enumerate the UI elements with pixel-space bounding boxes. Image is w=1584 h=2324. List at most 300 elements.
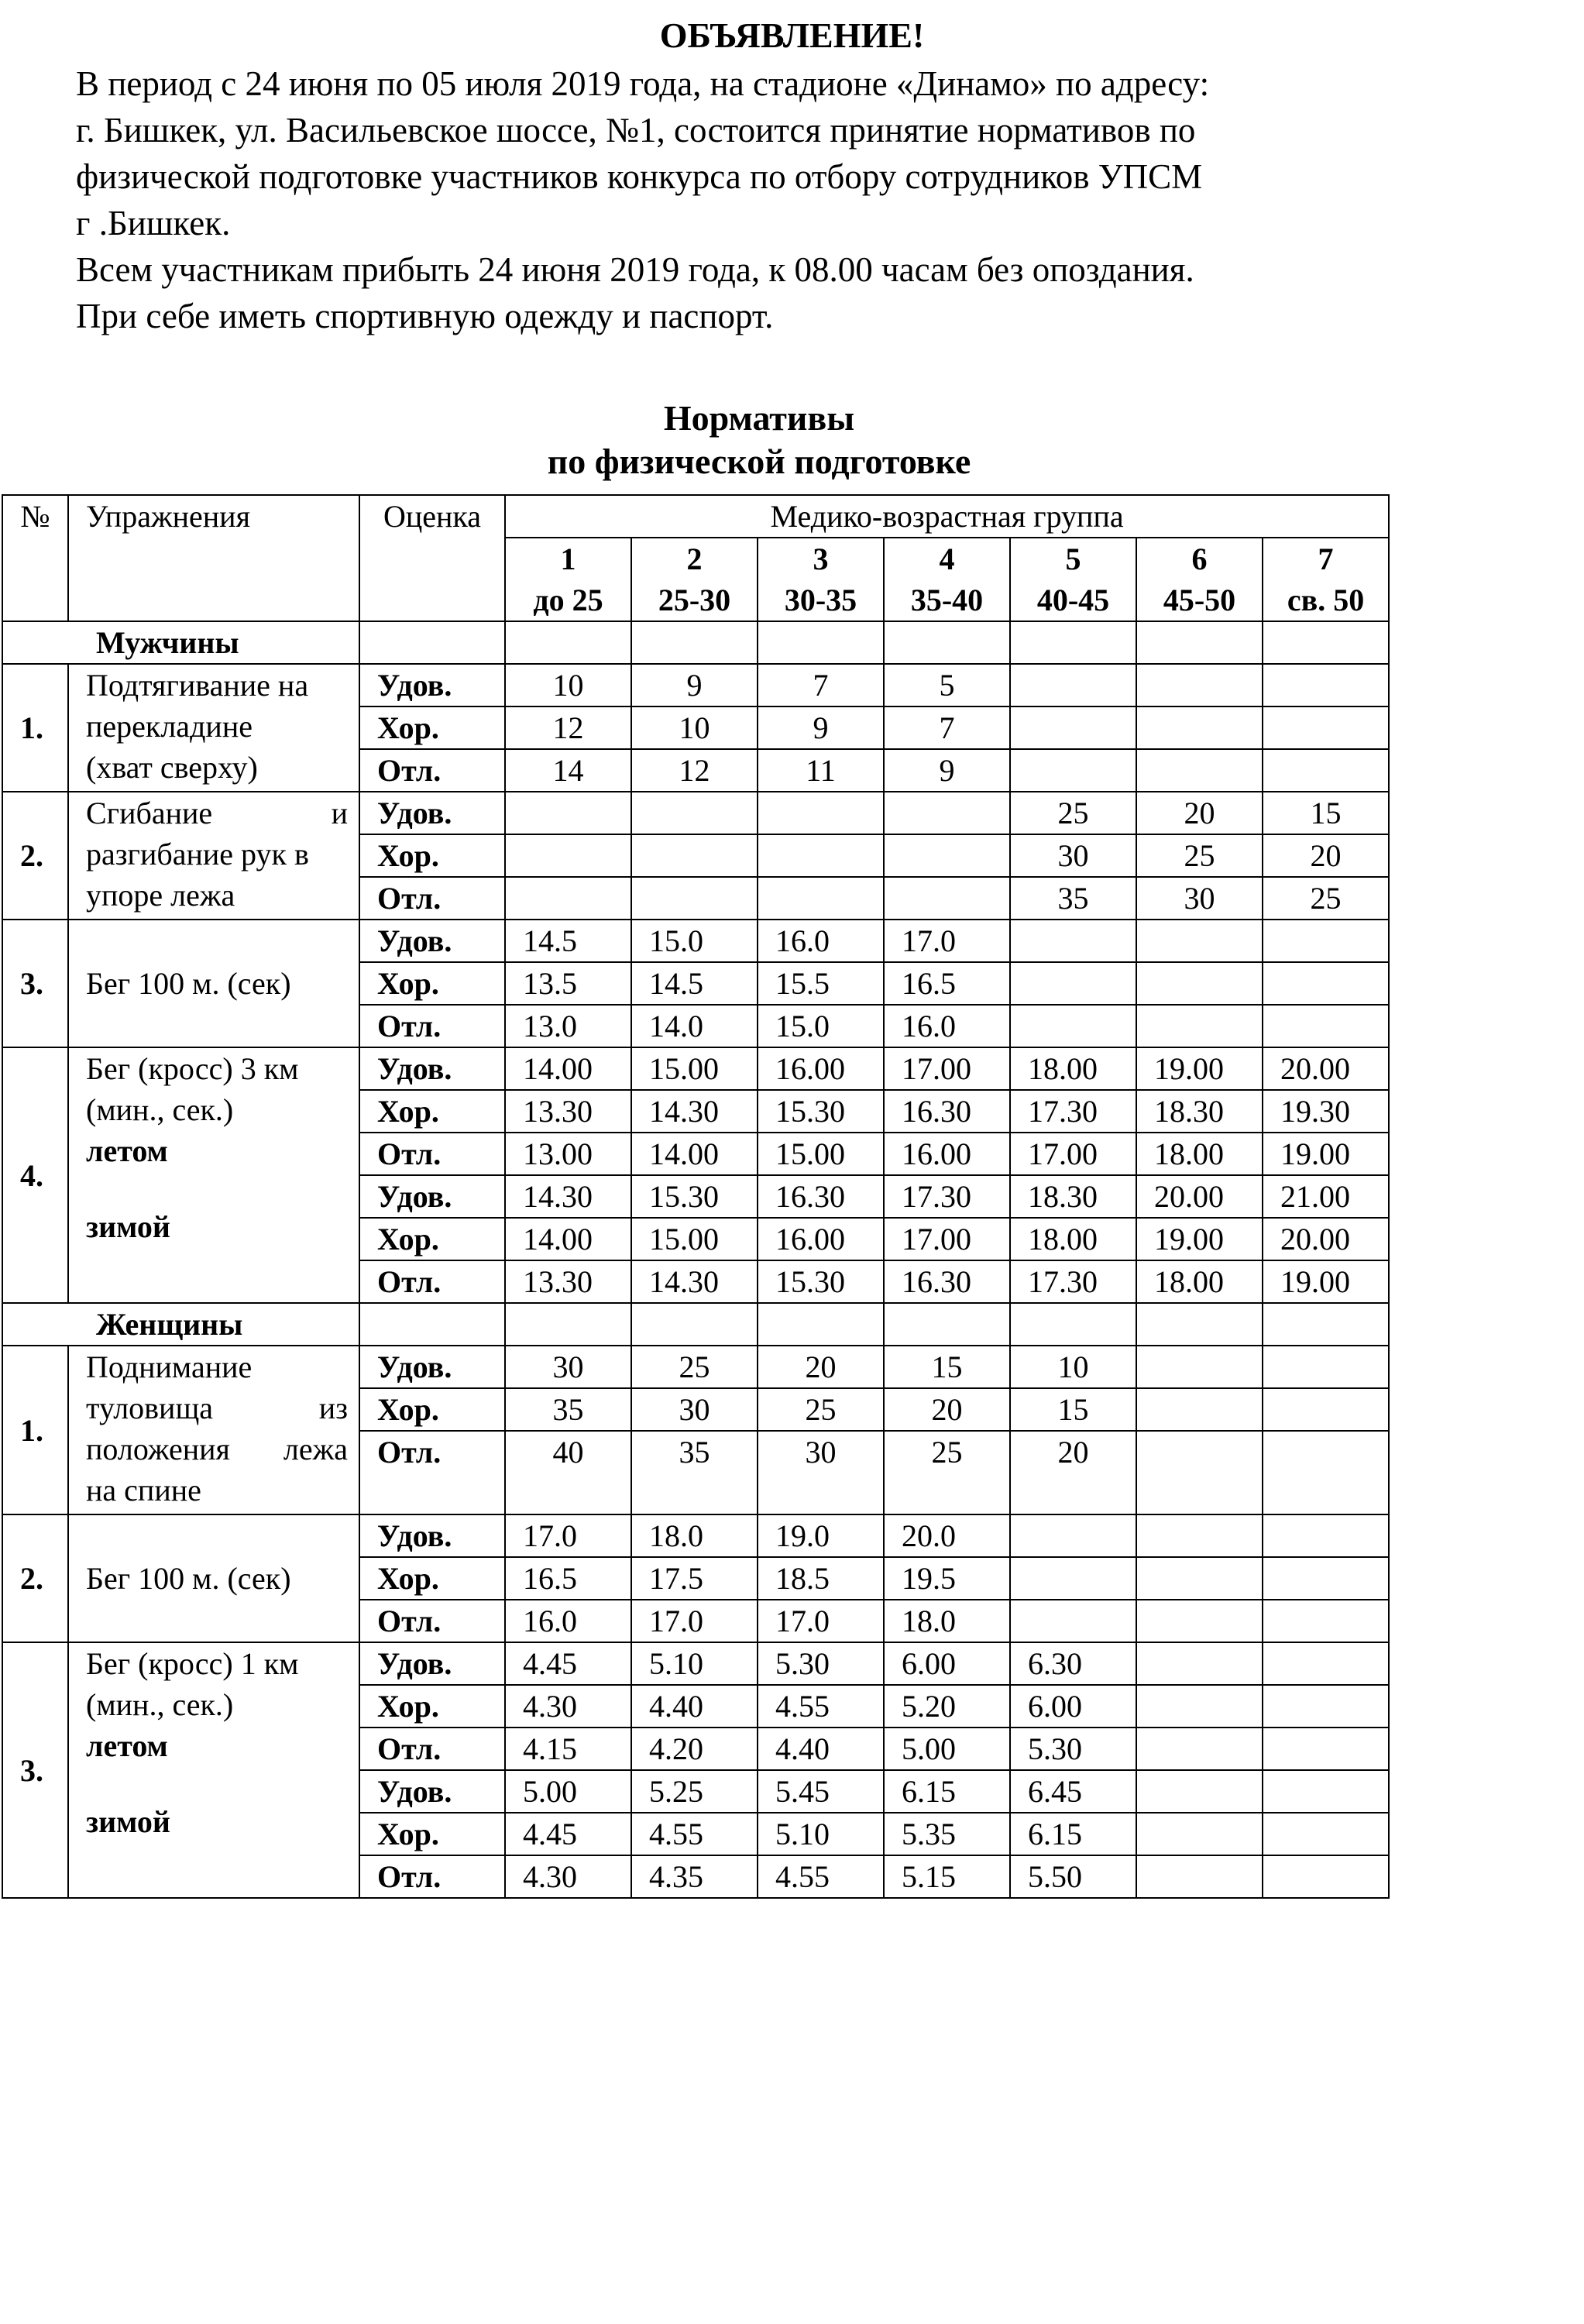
- exercise-line: туловища из: [86, 1391, 348, 1425]
- value-cell: [884, 877, 1010, 920]
- value-cell: 15.30: [758, 1260, 884, 1303]
- value-cell: 4.55: [631, 1813, 758, 1855]
- value-cell: 35: [505, 1388, 631, 1431]
- value-cell: [505, 877, 631, 920]
- value-cell: [1136, 1557, 1263, 1600]
- exercise-cell: [68, 1047, 359, 1175]
- value-cell: [1136, 664, 1263, 706]
- value-cell: 30: [631, 1388, 758, 1431]
- value-cell: 14.00: [505, 1218, 631, 1260]
- exercise-line: (мин., сек.): [86, 1687, 234, 1722]
- value-cell: 11: [758, 749, 884, 792]
- announcement-line: г .Бишкек.: [76, 204, 231, 242]
- value-cell: [1010, 1005, 1136, 1047]
- value-cell: 17.30: [1010, 1260, 1136, 1303]
- value-cell: [1263, 1600, 1389, 1642]
- value-cell: [1136, 1600, 1263, 1642]
- value-cell: 4.45: [505, 1642, 631, 1685]
- value-cell: 17.0: [631, 1600, 758, 1642]
- value-cell: 19.30: [1263, 1090, 1389, 1133]
- value-cell: 35: [1010, 877, 1136, 920]
- value-cell: [1263, 1685, 1389, 1728]
- empty-cell: [758, 1303, 884, 1346]
- value-cell: 6.30: [1010, 1642, 1136, 1685]
- value-cell: [1136, 1346, 1263, 1388]
- value-cell: 14.0: [631, 1005, 758, 1047]
- item-number: 2.: [2, 1514, 68, 1642]
- value-cell: 16.5: [884, 962, 1010, 1005]
- table-row: [2, 1642, 1389, 1685]
- value-cell: [505, 834, 631, 877]
- header-age-group: [1263, 538, 1389, 621]
- value-cell: [1136, 1685, 1263, 1728]
- table-row: [2, 1770, 1389, 1813]
- header-age-group: [1136, 538, 1263, 621]
- item-number: 2.: [2, 792, 68, 920]
- value-cell: 4.20: [631, 1728, 758, 1770]
- value-cell: 30: [1136, 877, 1263, 920]
- value-cell: 5.30: [758, 1642, 884, 1685]
- value-cell: [758, 792, 884, 834]
- value-cell: 18.00: [1136, 1133, 1263, 1175]
- value-cell: [1010, 1600, 1136, 1642]
- grade-cell: Хор.: [359, 1557, 505, 1600]
- value-cell: [631, 834, 758, 877]
- grade-cell: Хор.: [359, 1813, 505, 1855]
- value-cell: 16.00: [758, 1218, 884, 1260]
- announcement-line: г. Бишкек, ул. Васильевское шоссе, №1, состоится принятие нормативов по: [76, 111, 1196, 150]
- value-cell: [1010, 664, 1136, 706]
- table-row: [2, 792, 1389, 834]
- value-cell: 16.30: [884, 1260, 1010, 1303]
- value-cell: 15.0: [631, 920, 758, 962]
- value-cell: [1263, 1388, 1389, 1431]
- empty-cell: [631, 1303, 758, 1346]
- value-cell: 17.30: [884, 1175, 1010, 1218]
- table-row: [2, 1346, 1389, 1388]
- value-cell: 20: [884, 1388, 1010, 1431]
- value-cell: [1136, 1728, 1263, 1770]
- value-cell: [1136, 1770, 1263, 1813]
- value-cell: 17.5: [631, 1557, 758, 1600]
- empty-cell: [884, 1303, 1010, 1346]
- empty-cell: [758, 621, 884, 664]
- age-group-number: 4: [939, 541, 955, 576]
- value-cell: [1010, 962, 1136, 1005]
- value-cell: [505, 792, 631, 834]
- empty-cell: [1263, 1303, 1389, 1346]
- header-row: [2, 495, 1389, 538]
- value-cell: 15: [1263, 792, 1389, 834]
- value-cell: [884, 834, 1010, 877]
- exercise-cell: [68, 792, 359, 920]
- value-cell: 15.30: [631, 1175, 758, 1218]
- value-cell: [1263, 664, 1389, 706]
- value-cell: [1010, 920, 1136, 962]
- exercise-line: Подтягивание на: [86, 668, 309, 703]
- empty-cell: [1010, 1303, 1136, 1346]
- grade-cell: Удов.: [359, 1770, 505, 1813]
- value-cell: [1136, 1813, 1263, 1855]
- value-cell: 18.5: [758, 1557, 884, 1600]
- value-cell: 14: [505, 749, 631, 792]
- value-cell: 14.30: [631, 1260, 758, 1303]
- value-cell: 15.00: [758, 1133, 884, 1175]
- item-number: 4.: [2, 1047, 68, 1303]
- norms-table: [2, 494, 1390, 1899]
- exercise-line: Бег (кросс) 1 км: [86, 1646, 299, 1681]
- value-cell: 19.0: [758, 1514, 884, 1557]
- age-group-range: 45-50: [1163, 583, 1236, 617]
- grade-cell: Хор.: [359, 1685, 505, 1728]
- grade-cell: Отл.: [359, 1133, 505, 1175]
- value-cell: 20: [1136, 792, 1263, 834]
- exercise-cell: [68, 1770, 359, 1898]
- value-cell: [1136, 1855, 1263, 1898]
- header-group: Медико-возрастная группа: [505, 495, 1389, 538]
- grade-cell: Хор.: [359, 1090, 505, 1133]
- value-cell: [1263, 1770, 1389, 1813]
- value-cell: 6.45: [1010, 1770, 1136, 1813]
- value-cell: 16.5: [505, 1557, 631, 1600]
- grade-cell: Отл.: [359, 1005, 505, 1047]
- value-cell: 13.30: [505, 1260, 631, 1303]
- age-group-range: до 25: [533, 583, 603, 617]
- value-cell: [1010, 749, 1136, 792]
- value-cell: 4.30: [505, 1855, 631, 1898]
- value-cell: 4.55: [758, 1855, 884, 1898]
- header-age-group: [884, 538, 1010, 621]
- value-cell: 4.35: [631, 1855, 758, 1898]
- value-cell: 20: [1010, 1431, 1136, 1514]
- value-cell: 17.0: [884, 920, 1010, 962]
- norms-title: [0, 397, 1518, 483]
- value-cell: 17.00: [884, 1047, 1010, 1090]
- value-cell: [758, 834, 884, 877]
- value-cell: 13.5: [505, 962, 631, 1005]
- exercise-line: Бег 100 м. (сек): [86, 1561, 291, 1596]
- announcement-line: физической подготовке участников конкурса по отбору сотрудников УПСМ: [76, 157, 1203, 196]
- exercise-line: Бег 100 м. (сек): [86, 966, 291, 1001]
- grade-cell: Удов.: [359, 1346, 505, 1388]
- empty-cell: [359, 621, 505, 664]
- value-cell: [1263, 706, 1389, 749]
- grade-cell: Отл.: [359, 1600, 505, 1642]
- value-cell: 5.00: [884, 1728, 1010, 1770]
- grade-cell: Хор.: [359, 1218, 505, 1260]
- announcement-line: При себе иметь спортивную одежду и паспорт.: [76, 297, 774, 335]
- age-group-number: 1: [560, 541, 576, 576]
- grade-cell: Удов.: [359, 792, 505, 834]
- empty-cell: [631, 621, 758, 664]
- exercise-line: (мин., сек.): [86, 1092, 234, 1127]
- grade-cell: Отл.: [359, 1431, 505, 1514]
- value-cell: [1263, 1005, 1389, 1047]
- exercise-cell: [68, 920, 359, 1047]
- value-cell: 13.30: [505, 1090, 631, 1133]
- value-cell: 5.10: [758, 1813, 884, 1855]
- value-cell: [1263, 749, 1389, 792]
- item-number: 3.: [2, 920, 68, 1047]
- empty-cell: [505, 1303, 631, 1346]
- table-row: [2, 1175, 1389, 1218]
- value-cell: 15.00: [631, 1218, 758, 1260]
- value-cell: 18.30: [1010, 1175, 1136, 1218]
- item-number: 1.: [2, 1346, 68, 1514]
- value-cell: [1263, 1431, 1389, 1514]
- value-cell: 5.15: [884, 1855, 1010, 1898]
- header-age-group: [631, 538, 758, 621]
- empty-cell: [1136, 1303, 1263, 1346]
- value-cell: 13.0: [505, 1005, 631, 1047]
- empty-cell: [884, 621, 1010, 664]
- value-cell: [1136, 706, 1263, 749]
- value-cell: 20.00: [1263, 1218, 1389, 1260]
- value-cell: 20: [758, 1346, 884, 1388]
- value-cell: 12: [631, 749, 758, 792]
- exercise-line: положения лежа: [86, 1432, 348, 1466]
- value-cell: 16.0: [884, 1005, 1010, 1047]
- value-cell: [1010, 1514, 1136, 1557]
- value-cell: 19.00: [1136, 1218, 1263, 1260]
- section-title: Мужчины: [2, 621, 359, 664]
- season-label: зимой: [86, 1804, 170, 1839]
- grade-cell: Удов.: [359, 1642, 505, 1685]
- norms-title-line: по физической подготовке: [547, 442, 971, 481]
- value-cell: 16.30: [884, 1090, 1010, 1133]
- age-group-range: 30-35: [784, 583, 857, 617]
- age-group-range: 40-45: [1036, 583, 1110, 617]
- value-cell: 5.50: [1010, 1855, 1136, 1898]
- value-cell: [1010, 706, 1136, 749]
- value-cell: 25: [1010, 792, 1136, 834]
- grade-cell: Отл.: [359, 1855, 505, 1898]
- value-cell: 15.5: [758, 962, 884, 1005]
- empty-cell: [1010, 621, 1136, 664]
- age-group-number: 2: [686, 541, 703, 576]
- empty-cell: [505, 621, 631, 664]
- value-cell: [1263, 962, 1389, 1005]
- value-cell: 16.0: [758, 920, 884, 962]
- season-label: летом: [86, 1728, 168, 1763]
- value-cell: 30: [1010, 834, 1136, 877]
- empty-cell: [1136, 621, 1263, 664]
- value-cell: 25: [1263, 877, 1389, 920]
- value-cell: 20.00: [1136, 1175, 1263, 1218]
- value-cell: 21.00: [1263, 1175, 1389, 1218]
- age-group-number: 5: [1065, 541, 1081, 576]
- value-cell: 6.15: [884, 1770, 1010, 1813]
- grade-cell: Удов.: [359, 1047, 505, 1090]
- table-row: [2, 1047, 1389, 1090]
- value-cell: 16.0: [505, 1600, 631, 1642]
- item-number: 1.: [2, 664, 68, 792]
- exercise-cell: [68, 1346, 359, 1514]
- value-cell: [1136, 962, 1263, 1005]
- value-cell: 5.30: [1010, 1728, 1136, 1770]
- value-cell: [1136, 1514, 1263, 1557]
- age-group-range: св. 50: [1287, 583, 1365, 617]
- value-cell: 5.00: [505, 1770, 631, 1813]
- value-cell: 19.00: [1136, 1047, 1263, 1090]
- value-cell: 14.30: [505, 1175, 631, 1218]
- value-cell: 14.00: [505, 1047, 631, 1090]
- value-cell: [1263, 1728, 1389, 1770]
- value-cell: 6.00: [884, 1642, 1010, 1685]
- value-cell: 15.0: [758, 1005, 884, 1047]
- value-cell: 10: [1010, 1346, 1136, 1388]
- exercise-line: Бег (кросс) 3 км: [86, 1051, 299, 1086]
- exercise-line: Сгибание и: [86, 796, 348, 830]
- exercise-line: перекладине: [86, 709, 253, 744]
- value-cell: 7: [758, 664, 884, 706]
- value-cell: [1136, 1642, 1263, 1685]
- value-cell: 9: [758, 706, 884, 749]
- value-cell: [758, 877, 884, 920]
- value-cell: 25: [1136, 834, 1263, 877]
- announcement-title: ОБЪЯВЛЕНИЕ!: [659, 15, 925, 55]
- value-cell: [1263, 1642, 1389, 1685]
- value-cell: 5.20: [884, 1685, 1010, 1728]
- grade-cell: Отл.: [359, 877, 505, 920]
- value-cell: [1263, 1855, 1389, 1898]
- value-cell: 14.00: [631, 1133, 758, 1175]
- value-cell: [1136, 1388, 1263, 1431]
- value-cell: 15: [884, 1346, 1010, 1388]
- exercise-cell: [68, 1642, 359, 1770]
- value-cell: 30: [758, 1431, 884, 1514]
- value-cell: 15: [1010, 1388, 1136, 1431]
- value-cell: [1263, 920, 1389, 962]
- value-cell: 4.40: [758, 1728, 884, 1770]
- value-cell: 16.00: [884, 1133, 1010, 1175]
- value-cell: 15.00: [631, 1047, 758, 1090]
- value-cell: 17.0: [505, 1514, 631, 1557]
- value-cell: 30: [505, 1346, 631, 1388]
- value-cell: 18.00: [1136, 1260, 1263, 1303]
- header-exercise: Упражнения: [68, 495, 359, 621]
- value-cell: 19.5: [884, 1557, 1010, 1600]
- announcement-line: Всем участникам прибыть 24 июня 2019 года, к 08.00 часам без опоздания.: [76, 250, 1194, 289]
- value-cell: 4.40: [631, 1685, 758, 1728]
- value-cell: 15.30: [758, 1090, 884, 1133]
- value-cell: [1136, 1431, 1263, 1514]
- exercise-cell: [68, 664, 359, 792]
- value-cell: 19.00: [1263, 1260, 1389, 1303]
- announcement-body: [76, 60, 1517, 339]
- value-cell: [884, 792, 1010, 834]
- value-cell: [1136, 1005, 1263, 1047]
- grade-cell: Удов.: [359, 664, 505, 706]
- value-cell: 9: [884, 749, 1010, 792]
- grade-cell: Хор.: [359, 1388, 505, 1431]
- value-cell: 5.10: [631, 1642, 758, 1685]
- value-cell: 16.30: [758, 1175, 884, 1218]
- value-cell: 17.00: [884, 1218, 1010, 1260]
- value-cell: 4.55: [758, 1685, 884, 1728]
- header-age-group: [758, 538, 884, 621]
- value-cell: 20: [1263, 834, 1389, 877]
- item-number: 3.: [2, 1642, 68, 1898]
- value-cell: [1263, 1346, 1389, 1388]
- value-cell: 5.45: [758, 1770, 884, 1813]
- season-label: летом: [86, 1133, 168, 1168]
- value-cell: 40: [505, 1431, 631, 1514]
- value-cell: [1010, 1557, 1136, 1600]
- value-cell: 14.5: [631, 962, 758, 1005]
- grade-cell: Удов.: [359, 1175, 505, 1218]
- value-cell: 20.00: [1263, 1047, 1389, 1090]
- value-cell: 18.00: [1010, 1047, 1136, 1090]
- value-cell: [1263, 1514, 1389, 1557]
- exercise-cell: [68, 1514, 359, 1642]
- value-cell: 9: [631, 664, 758, 706]
- value-cell: 14.5: [505, 920, 631, 962]
- announcement-line: В период с 24 июня по 05 июля 2019 года, на стадионе «Динамо» по адресу:: [76, 64, 1210, 103]
- exercise-line: упоре лежа: [86, 878, 235, 913]
- value-cell: [631, 792, 758, 834]
- grade-cell: Хор.: [359, 706, 505, 749]
- value-cell: 13.00: [505, 1133, 631, 1175]
- grade-cell: Отл.: [359, 749, 505, 792]
- season-label: зимой: [86, 1209, 170, 1244]
- grade-cell: Хор.: [359, 962, 505, 1005]
- value-cell: 6.15: [1010, 1813, 1136, 1855]
- value-cell: 10: [631, 706, 758, 749]
- grade-cell: Удов.: [359, 920, 505, 962]
- age-group-range: 25-30: [658, 583, 731, 617]
- value-cell: 17.00: [1010, 1133, 1136, 1175]
- value-cell: 4.45: [505, 1813, 631, 1855]
- exercise-cell: [68, 1175, 359, 1303]
- value-cell: 14.30: [631, 1090, 758, 1133]
- value-cell: 12: [505, 706, 631, 749]
- grade-cell: Отл.: [359, 1260, 505, 1303]
- age-group-range: 35-40: [910, 583, 984, 617]
- value-cell: [631, 877, 758, 920]
- section-row: [2, 1303, 1389, 1346]
- section-title: Женщины: [2, 1303, 359, 1346]
- table-row: [2, 1514, 1389, 1557]
- value-cell: 25: [631, 1346, 758, 1388]
- header-age-group: [505, 538, 631, 621]
- value-cell: 4.15: [505, 1728, 631, 1770]
- value-cell: 7: [884, 706, 1010, 749]
- value-cell: 16.00: [758, 1047, 884, 1090]
- value-cell: 18.0: [631, 1514, 758, 1557]
- value-cell: [1136, 749, 1263, 792]
- value-cell: 25: [884, 1431, 1010, 1514]
- value-cell: 35: [631, 1431, 758, 1514]
- grade-cell: Хор.: [359, 834, 505, 877]
- value-cell: 4.30: [505, 1685, 631, 1728]
- value-cell: 5.25: [631, 1770, 758, 1813]
- header-grade: Оценка: [359, 495, 505, 621]
- value-cell: 17.30: [1010, 1090, 1136, 1133]
- grade-cell: Удов.: [359, 1514, 505, 1557]
- grade-cell: Отл.: [359, 1728, 505, 1770]
- value-cell: 5: [884, 664, 1010, 706]
- value-cell: 25: [758, 1388, 884, 1431]
- value-cell: 6.00: [1010, 1685, 1136, 1728]
- empty-cell: [1263, 621, 1389, 664]
- table-row: [2, 920, 1389, 962]
- header-age-group: [1010, 538, 1136, 621]
- value-cell: [1136, 920, 1263, 962]
- value-cell: 18.30: [1136, 1090, 1263, 1133]
- value-cell: 17.0: [758, 1600, 884, 1642]
- section-row: [2, 621, 1389, 664]
